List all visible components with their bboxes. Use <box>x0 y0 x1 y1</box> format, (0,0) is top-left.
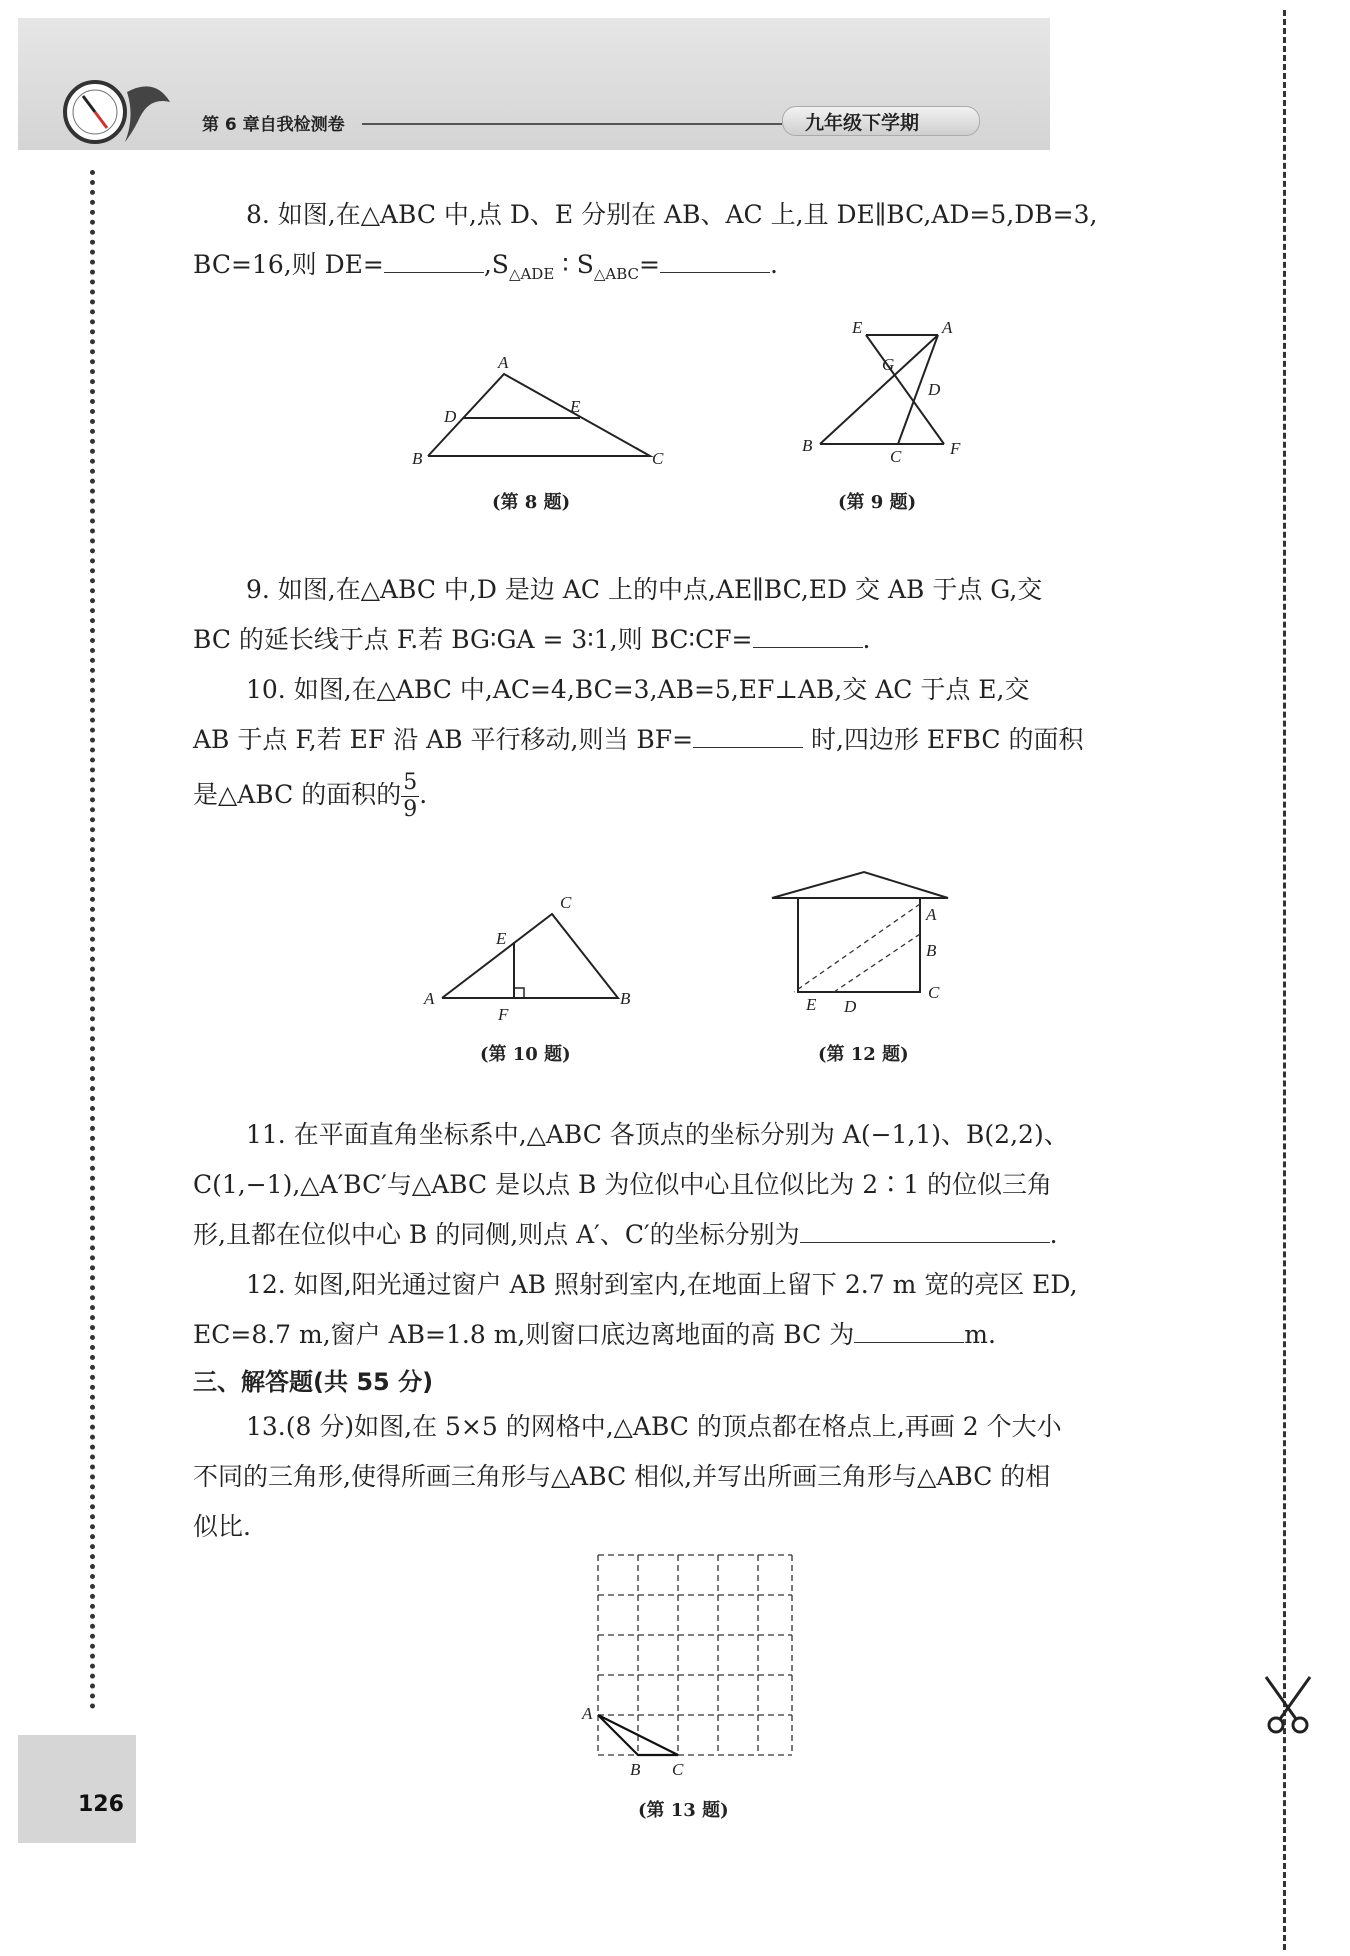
q10-line2: AB 于点 F,若 EF 沿 AB 平行移动,则当 BF= 时,四边形 EFBC 的面积 <box>193 715 1183 765</box>
q11-line2: C(1,−1),△A′BC′与△ABC 是以点 B 为位似中心且位似比为 2∶1 的位似三角 <box>193 1170 1053 1199</box>
grade-label: 九年级下学期 <box>805 112 920 134</box>
figure-12 <box>770 870 960 1030</box>
fig10-caption: (第 10 题) <box>480 1044 571 1065</box>
q12-line2: EC=8.7 m,窗户 AB=1.8 m,则窗口底边离地面的高 BC 为 m. <box>193 1310 1183 1360</box>
q9-blank[interactable] <box>753 619 863 648</box>
q13-line2: 不同的三角形,使得所画三角形与△ABC 相似,并写出所画三角形与△ABC 的相 <box>193 1462 1051 1491</box>
q13-line3: 似比. <box>193 1512 251 1541</box>
q11-line1: 11. 在平面直角坐标系中,△ABC 各顶点的坐标分别为 A(−1,1)、B(2,2)、 <box>246 1120 1069 1149</box>
figure-13-grid <box>580 1545 800 1785</box>
q8-blank-de[interactable] <box>384 244 484 273</box>
cut-dashed-line <box>1283 10 1286 1950</box>
fig13-caption: (第 13 题) <box>638 1800 729 1821</box>
q12-line1: 12. 如图,阳光通过窗户 AB 照射到室内,在地面上留下 2.7 m 宽的亮区 ED, <box>246 1270 1078 1299</box>
q10-line1: 10. 如图,在△ABC 中,AC=4,BC=3,AB=5,EF⊥AB,交 AC 于点 E,交 <box>246 675 1030 704</box>
fig13-label-b: B <box>630 1760 641 1779</box>
figure-9 <box>790 318 980 468</box>
q12-blank[interactable] <box>854 1314 964 1343</box>
q8-line2: BC=16,则 $DE= ,S_{\triangle ADE}$ ∶ $S_{\triangle ABC}=$ . <box>193 240 1183 299</box>
fig8-caption: (第 8 题) <box>492 492 571 513</box>
q8-blank-ratio[interactable] <box>660 244 770 273</box>
fig12-label-c: C <box>928 983 940 1002</box>
fig9-label-c: C <box>890 447 902 466</box>
fig9-label-g: G <box>882 355 895 374</box>
q10-line3: 是△ABC 的面积的 $\frac{5}{9}$ . <box>193 770 428 822</box>
fig10-label-b: B <box>620 989 631 1008</box>
figure-10 <box>420 890 640 1030</box>
fig13-label-a: A <box>582 1704 593 1723</box>
q9-line1: 9. 如图,在△ABC 中,D 是边 AC 上的中点,AE∥BC,ED 交 AB 于点 G,交 <box>246 575 1043 604</box>
fig9-caption: (第 9 题) <box>838 492 917 513</box>
section-title: 三、解答题(共 55 分) <box>193 1368 434 1396</box>
fig10-label-a: A <box>424 989 435 1008</box>
page-number: 126 <box>78 1792 124 1817</box>
compass-logo-icon <box>55 72 175 152</box>
fig8-label-c: C <box>652 449 664 468</box>
fig9-label-e: E <box>852 318 863 337</box>
fig13-label-c: C <box>672 1760 684 1779</box>
fig9-label-f: F <box>950 439 961 458</box>
fig10-label-e: E <box>496 929 507 948</box>
fig9-label-b: B <box>802 436 813 455</box>
fig12-label-e: E <box>806 995 817 1014</box>
fig12-caption: (第 12 题) <box>818 1044 909 1065</box>
fig8-label-a: A <box>498 353 509 372</box>
fig8-label-e: E <box>570 397 581 416</box>
fig12-label-a: A <box>926 905 937 924</box>
q9-line2: BC 的延长线于点 F.若 BG∶GA = 3∶1,则 BC∶CF= . <box>193 615 1183 665</box>
q11-blank[interactable] <box>800 1214 1050 1243</box>
chapter-title: 第 6 章自我检测卷 <box>202 115 345 135</box>
q8-line1: 8. 如图,在△ABC 中,点 D、E 分别在 AB、AC 上,且 DE∥BC,AD=5,DB=3, <box>246 200 1098 229</box>
page-number-box <box>18 1735 136 1843</box>
fraction-5-9: $\frac{5}{9}$ <box>403 770 418 822</box>
fig10-label-c: C <box>560 893 572 912</box>
fig12-label-d: D <box>844 997 857 1016</box>
fig8-label-d: D <box>444 407 457 426</box>
fig8-label-b: B <box>412 449 423 468</box>
fig9-label-d: D <box>928 380 941 399</box>
header-rule <box>362 123 782 125</box>
fig9-label-a: A <box>942 318 953 337</box>
q13-line1: 13.(8 分)如图,在 5×5 的网格中,△ABC 的顶点都在格点上,再画 2 个大小 <box>246 1412 1062 1441</box>
binding-dotted-line <box>90 170 95 1710</box>
scissors-icon <box>1258 1675 1318 1735</box>
q10-blank[interactable] <box>693 719 803 748</box>
fig12-label-b: B <box>926 941 937 960</box>
q11-line3: 形,且都在位似中心 B 的同侧,则点 A′、C′的坐标分别为 . <box>193 1210 1183 1260</box>
figure-8 <box>400 350 680 480</box>
fig10-label-f: F <box>498 1005 509 1024</box>
